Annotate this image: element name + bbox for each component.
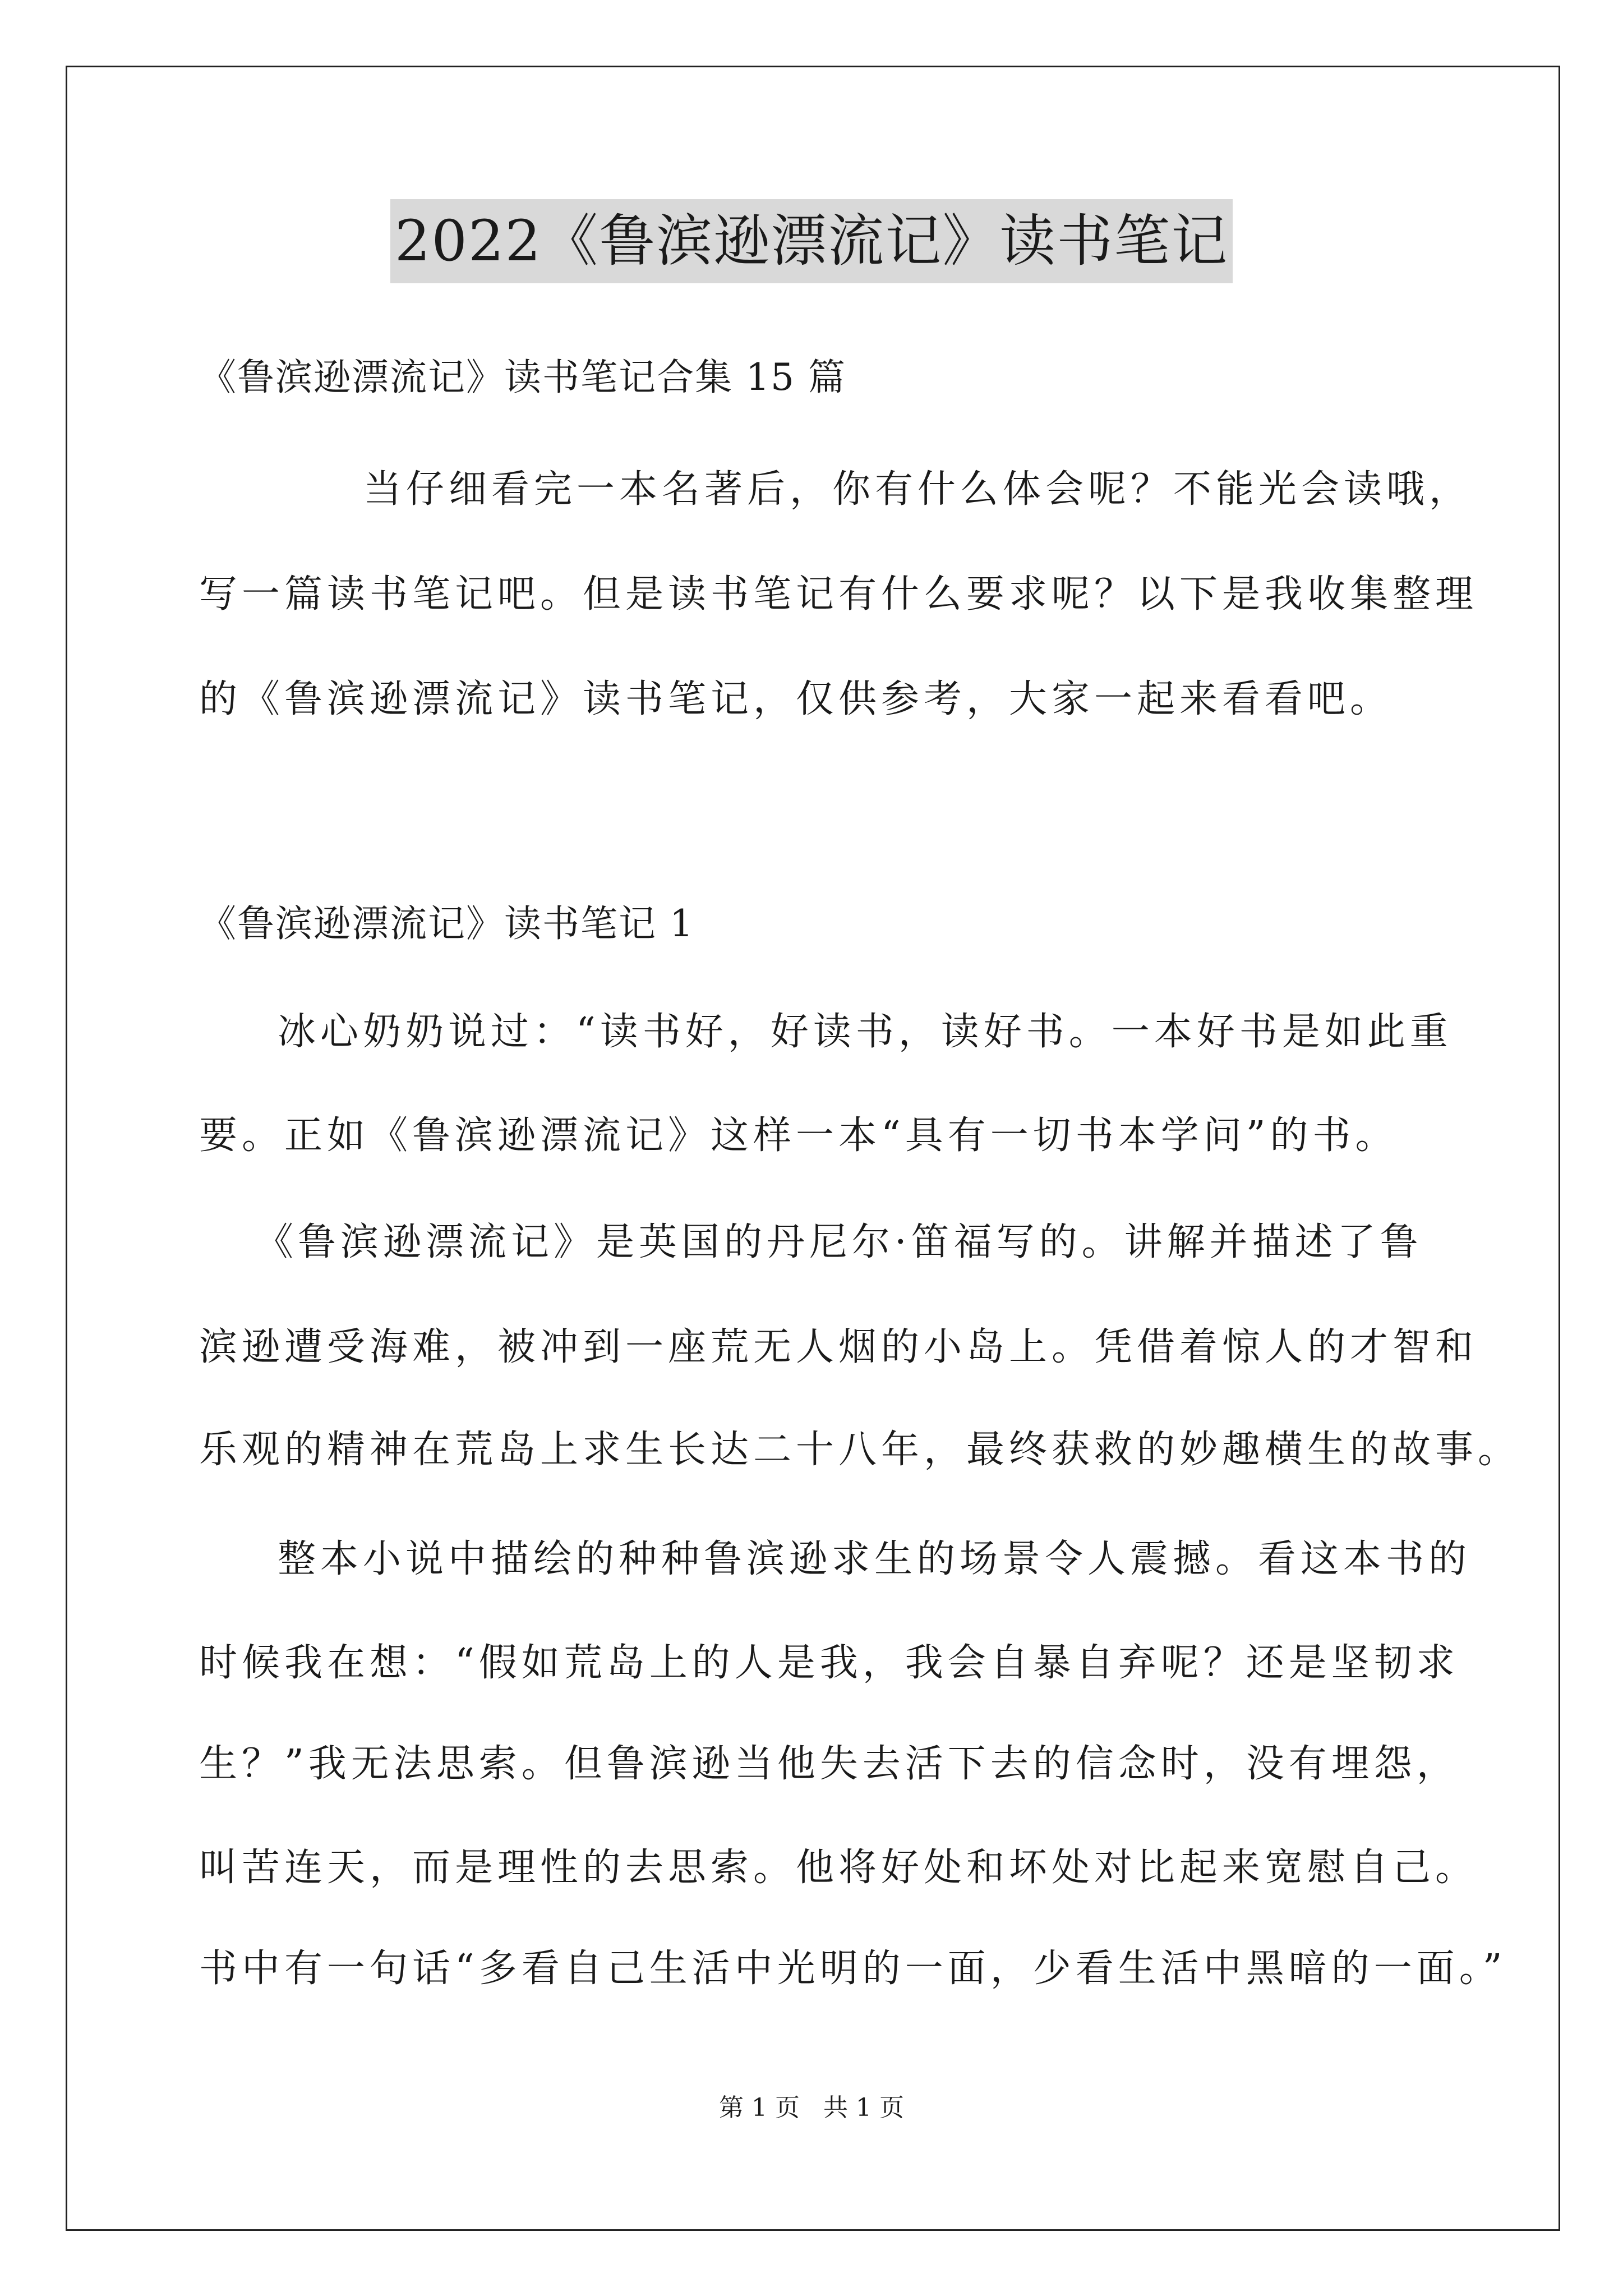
body-line-1: 冰心奶奶说过：“读书好，好读书，读好书。一本好书是如此重 — [278, 1010, 1453, 1054]
intro-line-2: 写一篇读书笔记吧。但是读书笔记有什么要求呢？以下是我收集整理 — [199, 572, 1478, 616]
body-line-2: 要。正如《鲁滨逊漂流记》这样一本“具有一切书本学问”的书。 — [199, 1114, 1398, 1158]
page-footer — [0, 2091, 1623, 2125]
body-line-9: 叫苦连天，而是理性的去思索。他将好处和坏处对比起来宽慰自己。 — [199, 1846, 1478, 1890]
document-title: 2022《鲁滨逊漂流记》读书笔记 — [390, 199, 1233, 283]
body-line-5: 乐观的精神在荒岛上求生长达二十八年，最终获救的妙趣横生的故事。 — [199, 1428, 1521, 1472]
body-line-8: 生？”我无法思索。但鲁滨逊当他失去活下去的信念时，没有埋怨， — [199, 1742, 1459, 1786]
body-line-3: 《鲁滨逊漂流记》是英国的丹尼尔·笛福写的。讲解并描述了鲁 — [255, 1220, 1423, 1264]
intro-line-1: 当仔细看完一本名著后，你有什么体会呢？不能光会读哦， — [363, 467, 1472, 512]
body-line-10: 书中有一句话“多看自己生活中光明的一面，少看生活中黑暗的一面。” — [199, 1947, 1507, 1991]
subtitle: 《鲁滨逊漂流记》读书笔记合集 15 篇 — [199, 356, 846, 399]
page-number: 第 1 页 — [719, 2093, 800, 2122]
body-line-6: 整本小说中描绘的种种鲁滨逊求生的场景令人震撼。看这本书的 — [278, 1537, 1472, 1581]
page-total: 共 1 页 — [823, 2093, 904, 2122]
intro-line-3: 的《鲁滨逊漂流记》读书笔记，仅供参考，大家一起来看看吧。 — [199, 677, 1393, 721]
section-heading: 《鲁滨逊漂流记》读书笔记 1 — [199, 902, 694, 945]
body-line-7: 时候我在想：“假如荒岛上的人是我，我会自暴自弃呢？还是坚韧求 — [199, 1641, 1459, 1685]
body-line-4: 滨逊遭受海难，被冲到一座荒无人烟的小岛上。凭借着惊人的才智和 — [199, 1325, 1478, 1369]
title-wrap — [0, 199, 1623, 283]
